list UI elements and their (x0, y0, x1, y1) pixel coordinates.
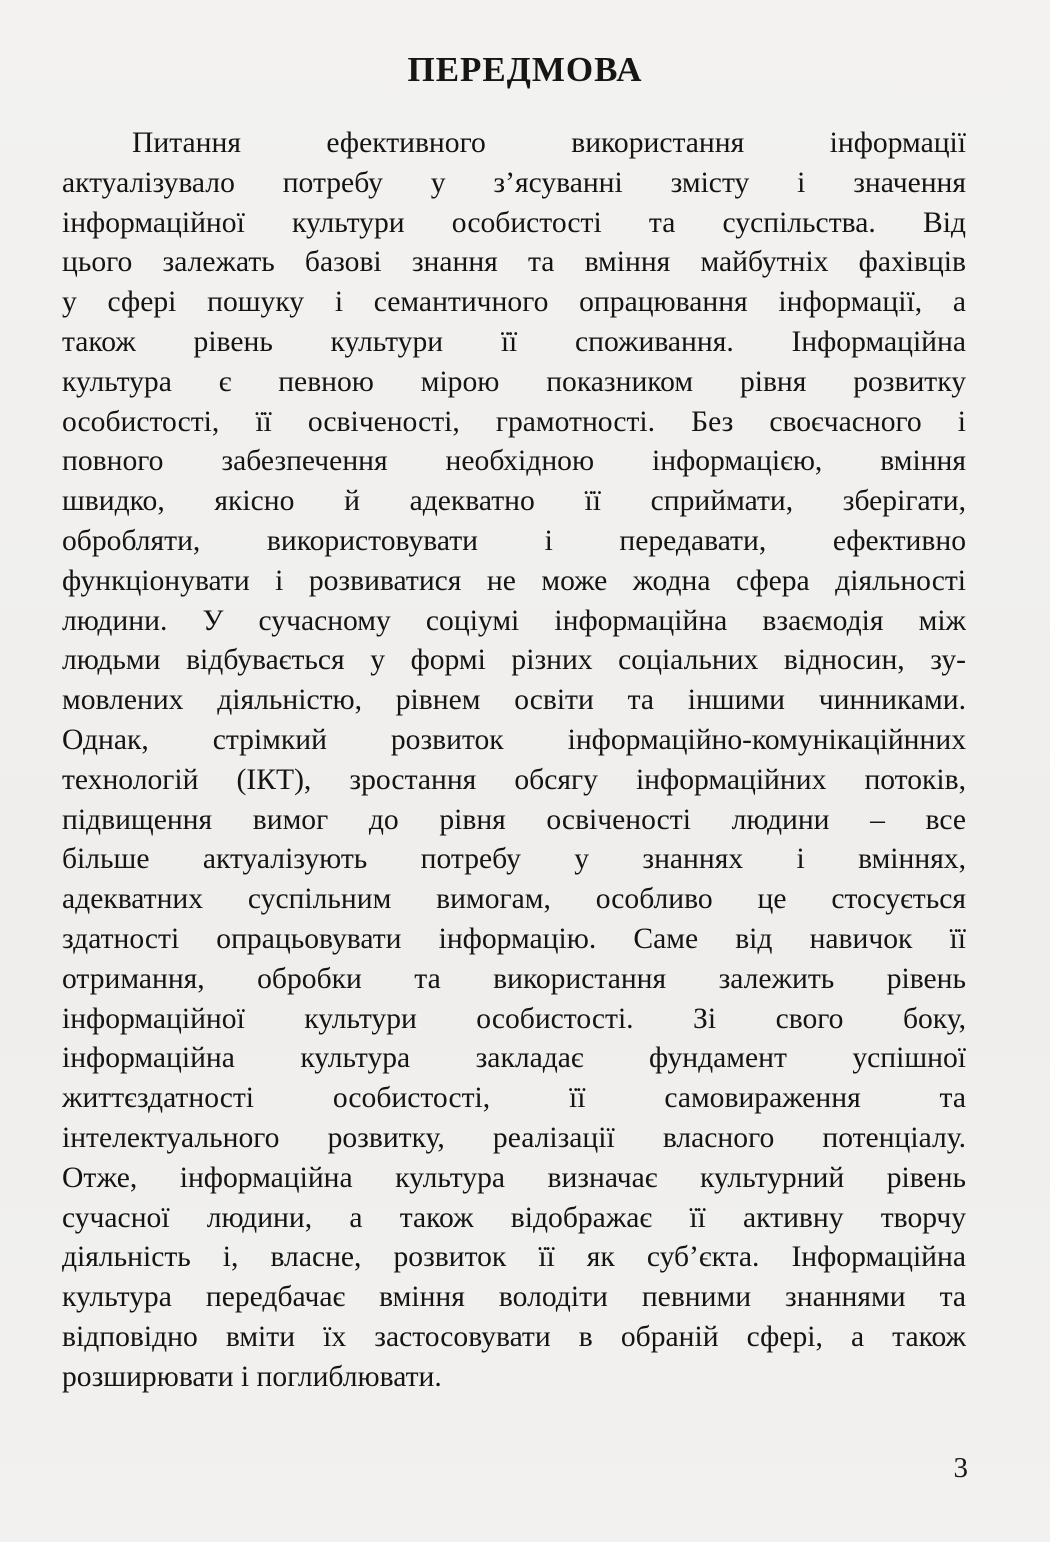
paragraph-line: Питання ефективного використання інформації (132, 127, 966, 159)
paragraph-line: також рівень культури її споживання. Інформаційна (62, 325, 966, 358)
preface-paragraph (62, 124, 966, 1398)
paragraph-line: у сфері пошуку і семантичного опрацювання інформації, а (62, 286, 966, 319)
paragraph-line: Однак, стрімкий розвиток інформаційно-комунікаційнних (62, 723, 966, 756)
paragraph-line: отримання, обробки та використання залежить рівень (62, 962, 966, 995)
paragraph-line: інформаційної культури особистості та суспільства. Від (62, 206, 966, 239)
paragraph-line: обробляти, використовувати і передавати, ефективно (62, 524, 966, 557)
paragraph-line: інтелектуального розвитку, реалізації власного потенціалу. (62, 1121, 966, 1154)
paragraph-line: здатності опрацьовувати інформацію. Саме від навичок її (62, 922, 966, 955)
paragraph-line: діяльність і, власне, розвиток її як суб’єкта. Інформаційна (62, 1241, 966, 1274)
paragraph-line: інформаційної культури особистості. Зі свого боку, (62, 1002, 966, 1035)
paragraph-line: культура є певною мірою показником рівня розвитку (62, 365, 966, 398)
paragraph-line: відповідно вміти їх застосовувати в обраній сфері, а також (62, 1320, 966, 1353)
paragraph-line: людьми відбувається у формі різних соціальних відносин, зу- (62, 644, 966, 677)
paragraph-line: життєздатності особистості, її самовираження та (62, 1082, 966, 1115)
paragraph-line: цього залежать базові знання та вміння майбутніх фахівців (62, 246, 966, 279)
paragraph-line: повного забезпечення необхідною інформацією, вміння (62, 445, 966, 478)
paragraph-line: підвищення вимог до рівня освіченості людини – все (62, 803, 966, 836)
paragraph-line: особистості, її освіченості, грамотності. Без своєчасного і (62, 405, 966, 438)
paragraph-line: мовлених діяльністю, рівнем освіти та іншими чинниками. (62, 684, 966, 717)
paragraph-line: людини. У сучасному соціумі інформаційна взаємодія між (62, 604, 966, 637)
paragraph-line: культура передбачає вміння володіти певними знаннями та (62, 1281, 966, 1314)
paragraph-line: сучасної людини, а також відображає її активну творчу (62, 1201, 966, 1234)
paragraph-line: актуалізувало потребу у з’ясуванні змісту і значення (62, 166, 966, 199)
paragraph-line: розширювати і поглиблювати. (62, 1360, 442, 1393)
paragraph-line: функціонувати і розвиватися не може жодна сфера діяльності (62, 564, 966, 597)
paragraph-line: інформаційна культура закладає фундамент успішної (62, 1042, 966, 1075)
paragraph-line: більше актуалізують потребу у знаннях і вміннях, (62, 843, 966, 876)
page-number: 3 (953, 1452, 968, 1484)
paragraph-line: технологій (ІКТ), зростання обсягу інформаційних потоків, (62, 763, 966, 796)
page-heading: ПЕРЕДМОВА (407, 50, 643, 89)
paragraph-line: адекватних суспільним вимогам, особливо це стосується (62, 883, 966, 916)
paragraph-line: швидко, якісно й адекватно її сприймати, зберігати, (62, 485, 966, 518)
paragraph-line: Отже, інформаційна культура визначає культурний рівень (62, 1161, 966, 1194)
